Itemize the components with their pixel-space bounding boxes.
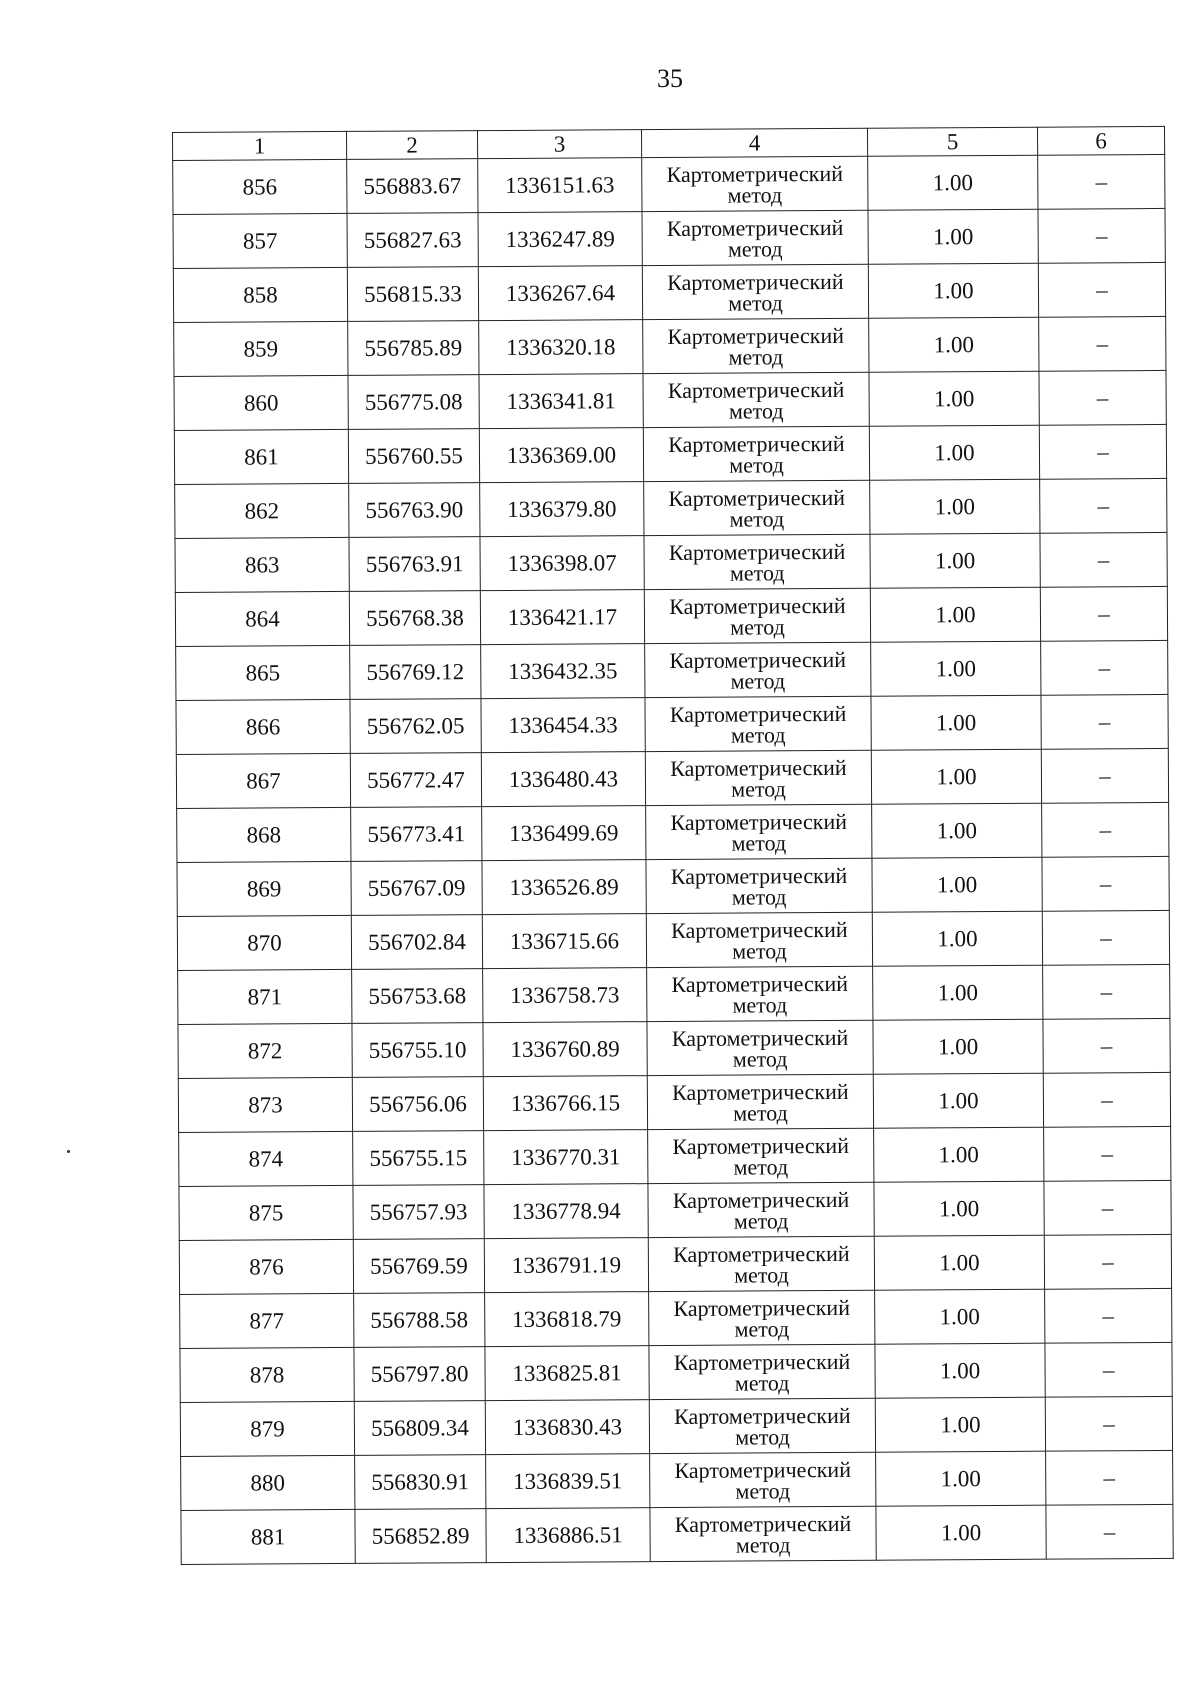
point-number-cell: 874 bbox=[179, 1131, 353, 1186]
accuracy-cell: 1.00 bbox=[870, 587, 1040, 642]
accuracy-cell: 1.00 bbox=[872, 857, 1042, 912]
y-coordinate-cell: 1336421.17 bbox=[480, 590, 644, 645]
method-line-2: метод bbox=[733, 1099, 788, 1126]
table-row bbox=[174, 370, 1166, 430]
method-line-2: метод bbox=[732, 937, 787, 964]
point-number-cell: 881 bbox=[181, 1509, 355, 1564]
accuracy-cell: 1.00 bbox=[869, 425, 1039, 480]
note-cell: – bbox=[1038, 208, 1165, 263]
point-number-cell: 858 bbox=[173, 267, 347, 322]
method-line-2: метод bbox=[730, 613, 785, 640]
table-row bbox=[176, 748, 1168, 808]
method-line-1: Картометрический bbox=[666, 214, 844, 241]
x-coordinate-cell: 556827.63 bbox=[347, 213, 478, 268]
table-row bbox=[173, 154, 1165, 214]
table-row bbox=[179, 1126, 1171, 1186]
method-cell bbox=[649, 1398, 875, 1453]
method-line-1: Картометрический bbox=[668, 538, 846, 565]
method-line-1: Картометрический bbox=[672, 1186, 850, 1213]
method-cell bbox=[644, 534, 870, 589]
method-line-2: метод bbox=[727, 235, 783, 262]
x-coordinate-cell: 556852.89 bbox=[355, 1509, 486, 1564]
x-coordinate-cell: 556797.80 bbox=[354, 1347, 485, 1402]
header-cell: 3 bbox=[477, 130, 641, 159]
method-cell bbox=[648, 1128, 874, 1183]
method-line-2: метод bbox=[735, 1423, 790, 1450]
method-cell bbox=[650, 1452, 876, 1507]
method-line-2: метод bbox=[729, 451, 784, 478]
method-line-1: Картометрический bbox=[666, 160, 844, 187]
method-line-1: Картометрический bbox=[671, 916, 848, 943]
x-coordinate-cell: 556768.38 bbox=[349, 591, 480, 646]
point-number-cell: 860 bbox=[174, 375, 348, 430]
note-cell: – bbox=[1043, 1018, 1170, 1073]
y-coordinate-cell: 1336825.81 bbox=[485, 1346, 649, 1401]
method-line-2: метод bbox=[730, 667, 786, 694]
method-cell bbox=[642, 210, 868, 265]
y-coordinate-cell: 1336320.18 bbox=[479, 320, 643, 375]
accuracy-cell: 1.00 bbox=[874, 1181, 1044, 1236]
note-cell: – bbox=[1039, 424, 1166, 479]
table-row bbox=[177, 910, 1169, 970]
x-coordinate-cell: 556757.93 bbox=[353, 1185, 484, 1240]
method-cell bbox=[646, 858, 872, 913]
point-number-cell: 865 bbox=[176, 645, 350, 700]
note-cell: – bbox=[1045, 1288, 1172, 1343]
table-row bbox=[173, 262, 1165, 322]
note-cell: – bbox=[1046, 1504, 1173, 1559]
accuracy-cell: 1.00 bbox=[869, 371, 1039, 426]
note-cell: – bbox=[1039, 316, 1166, 371]
y-coordinate-cell: 1336766.15 bbox=[483, 1076, 647, 1131]
note-cell: – bbox=[1046, 1450, 1173, 1505]
coordinates-table bbox=[172, 126, 1174, 1565]
note-cell: – bbox=[1041, 640, 1168, 695]
note-cell: – bbox=[1044, 1126, 1171, 1181]
x-coordinate-cell: 556830.91 bbox=[355, 1455, 486, 1510]
point-number-cell: 866 bbox=[176, 699, 350, 754]
y-coordinate-cell: 1336341.81 bbox=[479, 374, 643, 429]
table-row bbox=[178, 964, 1170, 1024]
method-line-2: метод bbox=[732, 991, 788, 1018]
table-row bbox=[178, 1072, 1170, 1132]
table-body bbox=[173, 154, 1174, 1564]
point-number-cell: 862 bbox=[175, 483, 349, 538]
note-cell: – bbox=[1041, 694, 1168, 749]
note-cell: – bbox=[1045, 1396, 1172, 1451]
x-coordinate-cell: 556775.08 bbox=[348, 375, 479, 430]
method-line-1: Картометрический bbox=[667, 268, 844, 295]
note-cell: – bbox=[1043, 964, 1170, 1019]
note-cell: – bbox=[1038, 262, 1165, 317]
accuracy-cell: 1.00 bbox=[873, 1073, 1043, 1128]
note-cell: – bbox=[1045, 1342, 1172, 1397]
accuracy-cell: 1.00 bbox=[868, 209, 1038, 264]
y-coordinate-cell: 1336379.80 bbox=[480, 482, 644, 537]
y-coordinate-cell: 1336778.94 bbox=[484, 1184, 648, 1239]
method-line-2: метод bbox=[735, 1531, 791, 1558]
page-number: 35 bbox=[657, 64, 683, 93]
y-coordinate-cell: 1336886.51 bbox=[486, 1508, 650, 1563]
method-line-2: метод bbox=[728, 397, 784, 424]
y-coordinate-cell: 1336526.89 bbox=[482, 860, 646, 915]
note-cell: – bbox=[1040, 532, 1167, 587]
method-cell bbox=[643, 318, 869, 373]
x-coordinate-cell: 556883.67 bbox=[347, 159, 478, 214]
note-cell: – bbox=[1040, 478, 1167, 533]
point-number-cell: 872 bbox=[178, 1023, 352, 1078]
method-cell bbox=[646, 912, 872, 967]
y-coordinate-cell: 1336715.66 bbox=[482, 914, 646, 969]
note-cell: – bbox=[1044, 1234, 1171, 1289]
table-row bbox=[175, 478, 1167, 538]
scan-speck bbox=[67, 1150, 70, 1153]
y-coordinate-cell: 1336247.89 bbox=[478, 212, 642, 267]
x-coordinate-cell: 556753.68 bbox=[352, 969, 483, 1024]
method-line-1: Картометрический bbox=[667, 376, 845, 403]
x-coordinate-cell: 556769.12 bbox=[350, 645, 481, 700]
point-number-cell: 879 bbox=[180, 1401, 354, 1456]
method-line-2: метод bbox=[734, 1261, 789, 1288]
x-coordinate-cell: 556762.05 bbox=[350, 699, 481, 754]
y-coordinate-cell: 1336758.73 bbox=[483, 968, 647, 1023]
note-cell: – bbox=[1042, 910, 1169, 965]
y-coordinate-cell: 1336818.79 bbox=[485, 1292, 649, 1347]
method-line-1: Картометрический bbox=[671, 970, 849, 997]
point-number-cell: 861 bbox=[174, 429, 348, 484]
point-number-cell: 867 bbox=[176, 753, 350, 808]
point-number-cell: 876 bbox=[179, 1239, 353, 1294]
header-cell: 2 bbox=[346, 131, 477, 160]
method-cell bbox=[648, 1236, 874, 1291]
note-cell: – bbox=[1043, 1072, 1170, 1127]
method-cell bbox=[645, 642, 871, 697]
point-number-cell: 859 bbox=[174, 321, 348, 376]
method-line-2: метод bbox=[728, 289, 783, 316]
method-cell bbox=[649, 1290, 875, 1345]
method-line-2: метод bbox=[730, 721, 786, 748]
x-coordinate-cell: 556772.47 bbox=[350, 753, 481, 808]
table-row bbox=[176, 694, 1168, 754]
method-cell bbox=[645, 696, 871, 751]
method-line-1: Картометрический bbox=[674, 1402, 851, 1429]
method-line-2: метод bbox=[727, 181, 783, 208]
note-cell: – bbox=[1039, 370, 1166, 425]
point-number-cell: 875 bbox=[179, 1185, 353, 1240]
y-coordinate-cell: 1336398.07 bbox=[480, 536, 644, 591]
x-coordinate-cell: 556702.84 bbox=[351, 915, 482, 970]
accuracy-cell: 1.00 bbox=[872, 803, 1042, 858]
y-coordinate-cell: 1336839.51 bbox=[486, 1454, 650, 1509]
method-cell bbox=[643, 426, 869, 481]
accuracy-cell: 1.00 bbox=[875, 1343, 1045, 1398]
note-cell: – bbox=[1042, 802, 1169, 857]
method-line-1: Картометрический bbox=[674, 1510, 852, 1537]
table-row bbox=[178, 1018, 1170, 1078]
accuracy-cell: 1.00 bbox=[873, 965, 1043, 1020]
method-line-1: Картометрический bbox=[667, 322, 845, 349]
point-number-cell: 871 bbox=[178, 969, 352, 1024]
table-row bbox=[176, 640, 1168, 700]
method-line-1: Картометрический bbox=[668, 484, 846, 511]
method-line-1: Картометрический bbox=[669, 646, 847, 673]
point-number-cell: 877 bbox=[180, 1293, 354, 1348]
table-row bbox=[177, 802, 1169, 862]
x-coordinate-cell: 556785.89 bbox=[348, 321, 479, 376]
method-line-2: метод bbox=[731, 829, 787, 856]
x-coordinate-cell: 556763.90 bbox=[349, 483, 480, 538]
method-cell bbox=[644, 480, 870, 535]
method-cell bbox=[642, 156, 868, 211]
x-coordinate-cell: 556760.55 bbox=[348, 429, 479, 484]
accuracy-cell: 1.00 bbox=[874, 1127, 1044, 1182]
y-coordinate-cell: 1336151.63 bbox=[478, 158, 642, 213]
table-row bbox=[181, 1450, 1173, 1510]
table-row bbox=[175, 586, 1167, 646]
method-line-2: метод bbox=[733, 1207, 789, 1234]
table-row bbox=[180, 1342, 1172, 1402]
method-line-1: Картометрический bbox=[672, 1132, 850, 1159]
note-cell: – bbox=[1042, 856, 1169, 911]
method-line-2: метод bbox=[729, 559, 785, 586]
x-coordinate-cell: 556755.10 bbox=[352, 1023, 483, 1078]
accuracy-cell: 1.00 bbox=[874, 1235, 1044, 1290]
point-number-cell: 870 bbox=[177, 915, 351, 970]
method-line-1: Картометрический bbox=[668, 430, 845, 457]
method-line-2: метод bbox=[733, 1153, 789, 1180]
point-number-cell: 869 bbox=[177, 861, 351, 916]
method-cell bbox=[642, 264, 868, 319]
table-row bbox=[174, 316, 1166, 376]
accuracy-cell: 1.00 bbox=[871, 641, 1041, 696]
accuracy-cell: 1.00 bbox=[875, 1289, 1045, 1344]
table-row bbox=[173, 208, 1165, 268]
method-cell bbox=[647, 1074, 873, 1129]
method-line-1: Картометрический bbox=[670, 808, 848, 835]
table-row bbox=[180, 1396, 1172, 1456]
point-number-cell: 880 bbox=[181, 1455, 355, 1510]
accuracy-cell: 1.00 bbox=[876, 1505, 1046, 1560]
method-cell bbox=[647, 966, 873, 1021]
method-line-1: Картометрический bbox=[669, 700, 847, 727]
header-cell: 1 bbox=[173, 131, 347, 160]
method-line-1: Картометрический bbox=[674, 1456, 851, 1483]
accuracy-cell: 1.00 bbox=[871, 695, 1041, 750]
accuracy-cell: 1.00 bbox=[871, 749, 1041, 804]
method-line-2: метод bbox=[734, 1369, 790, 1396]
y-coordinate-cell: 1336480.43 bbox=[481, 752, 645, 807]
method-line-2: метод bbox=[728, 343, 784, 370]
x-coordinate-cell: 556763.91 bbox=[349, 537, 480, 592]
note-cell: – bbox=[1044, 1180, 1171, 1235]
point-number-cell: 856 bbox=[173, 159, 347, 214]
x-coordinate-cell: 556815.33 bbox=[347, 267, 478, 322]
y-coordinate-cell: 1336830.43 bbox=[485, 1400, 649, 1455]
table-row bbox=[177, 856, 1169, 916]
method-cell bbox=[643, 372, 869, 427]
method-line-2: метод bbox=[732, 1045, 788, 1072]
note-cell: – bbox=[1041, 748, 1168, 803]
accuracy-cell: 1.00 bbox=[868, 155, 1038, 210]
method-cell bbox=[646, 804, 872, 859]
accuracy-cell: 1.00 bbox=[876, 1451, 1046, 1506]
table-row bbox=[180, 1288, 1172, 1348]
method-line-2: метод bbox=[734, 1315, 790, 1342]
header-cell: 5 bbox=[867, 127, 1037, 156]
x-coordinate-cell: 556809.34 bbox=[354, 1401, 485, 1456]
method-cell bbox=[649, 1344, 875, 1399]
accuracy-cell: 1.00 bbox=[868, 263, 1038, 318]
y-coordinate-cell: 1336369.00 bbox=[479, 428, 643, 483]
x-coordinate-cell: 556755.15 bbox=[353, 1131, 484, 1186]
method-line-1: Картометрический bbox=[670, 754, 847, 781]
note-cell: – bbox=[1038, 154, 1165, 209]
y-coordinate-cell: 1336454.33 bbox=[481, 698, 645, 753]
method-line-2: метод bbox=[731, 883, 787, 910]
method-cell bbox=[644, 588, 870, 643]
accuracy-cell: 1.00 bbox=[870, 479, 1040, 534]
y-coordinate-cell: 1336267.64 bbox=[478, 266, 642, 321]
point-number-cell: 868 bbox=[177, 807, 351, 862]
y-coordinate-cell: 1336791.19 bbox=[484, 1238, 648, 1293]
point-number-cell: 864 bbox=[175, 591, 349, 646]
header-cell: 4 bbox=[641, 128, 867, 157]
method-line-2: метод bbox=[731, 775, 786, 802]
method-line-1: Картометрический bbox=[672, 1078, 849, 1105]
method-cell bbox=[648, 1182, 874, 1237]
method-cell bbox=[650, 1506, 876, 1561]
method-line-1: Картометрический bbox=[671, 1024, 849, 1051]
method-line-1: Картометрический bbox=[673, 1240, 850, 1267]
x-coordinate-cell: 556756.06 bbox=[352, 1077, 483, 1132]
method-line-1: Картометрический bbox=[669, 592, 846, 619]
x-coordinate-cell: 556767.09 bbox=[351, 861, 482, 916]
x-coordinate-cell: 556773.41 bbox=[351, 807, 482, 862]
method-line-2: метод bbox=[735, 1477, 791, 1504]
point-number-cell: 857 bbox=[173, 213, 347, 268]
point-number-cell: 863 bbox=[175, 537, 349, 592]
table-row bbox=[174, 424, 1166, 484]
table-row bbox=[179, 1234, 1171, 1294]
note-cell: – bbox=[1040, 586, 1167, 641]
method-line-1: Картометрический bbox=[673, 1294, 851, 1321]
table-row bbox=[181, 1504, 1173, 1564]
table-row bbox=[179, 1180, 1171, 1240]
x-coordinate-cell: 556769.59 bbox=[353, 1239, 484, 1294]
point-number-cell: 878 bbox=[180, 1347, 354, 1402]
method-line-1: Картометрический bbox=[673, 1348, 851, 1375]
accuracy-cell: 1.00 bbox=[873, 1019, 1043, 1074]
accuracy-cell: 1.00 bbox=[870, 533, 1040, 588]
y-coordinate-cell: 1336499.69 bbox=[482, 806, 646, 861]
accuracy-cell: 1.00 bbox=[869, 317, 1039, 372]
method-cell bbox=[647, 1020, 873, 1075]
y-coordinate-cell: 1336760.89 bbox=[483, 1022, 647, 1077]
header-cell: 6 bbox=[1037, 126, 1164, 155]
accuracy-cell: 1.00 bbox=[875, 1397, 1045, 1452]
x-coordinate-cell: 556788.58 bbox=[354, 1293, 485, 1348]
method-line-2: метод bbox=[729, 505, 785, 532]
y-coordinate-cell: 1336432.35 bbox=[481, 644, 645, 699]
y-coordinate-cell: 1336770.31 bbox=[484, 1130, 648, 1185]
method-line-1: Картометрический bbox=[670, 862, 848, 889]
point-number-cell: 873 bbox=[178, 1077, 352, 1132]
table-row bbox=[175, 532, 1167, 592]
method-cell bbox=[645, 750, 871, 805]
accuracy-cell: 1.00 bbox=[872, 911, 1042, 966]
